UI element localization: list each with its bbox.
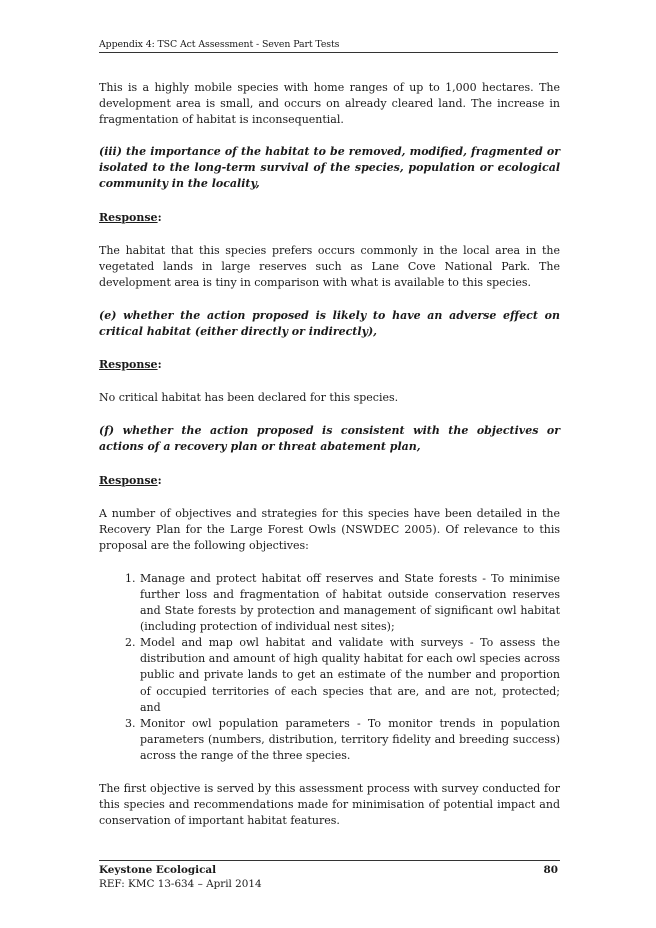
footer-reference: REF: KMC 13-634 – April 2014 xyxy=(99,878,262,890)
question-f: (f) whether the action proposed is consistent with the objectives or actions of a recovery plan or threat abatement plan, xyxy=(99,424,560,454)
running-header: Appendix 4: TSC Act Assessment - Seven Part Tests xyxy=(99,39,558,53)
page-body xyxy=(99,80,560,829)
footer-company: Keystone Ecological xyxy=(99,864,217,876)
response-label: Response xyxy=(99,210,158,224)
footer-divider xyxy=(99,860,560,861)
response-heading-1: Response: xyxy=(99,210,162,224)
paragraph-mobility: This is a highly mobile species with home ranges of up to 1,000 hectares. The development area is small, and occurs on already cleared land. The increase in fragmentation of habitat is inconsequential. xyxy=(99,81,560,127)
list-item: 2. Model and map owl habitat and validate with surveys - To assess the distribution and amount of high quality habitat for each owl species across public and private lands to get an estimate of the number and proportion of occupied territories of each species that are, and are not, protected; and xyxy=(139,635,560,715)
response-label: Response xyxy=(99,358,158,372)
paragraph-habitat: The habitat that this species prefers occurs commonly in the local area in the vegetated lands in large reserves such as Lane Cove National Park. The development area is tiny in comparison with what is available to this species. xyxy=(99,243,560,289)
paragraph-objectives-intro: A number of objectives and strategies for this species have been detailed in the Recovery Plan for the Large Forest Owls (NSWDEC 2005). Of relevance to this proposal are the following objectives: xyxy=(99,506,560,552)
question-e: (e) whether the action proposed is likely to have an adverse effect on critical habitat (either directly or indirectly), xyxy=(99,308,560,339)
objectives-list xyxy=(99,571,560,764)
paragraph-conclusion: The first objective is served by this assessment process with survey conducted for this species and recommendations made for minimisation of potential impact and conservation of important habitat features. xyxy=(99,782,560,828)
list-item: 1. Manage and protect habitat off reserves and State forests - To minimise further loss and fragmentation of habitat outside conservation reserves and State forests by protection and management of significant owl habitat (including protection of individual nest sites); xyxy=(139,571,560,635)
list-item: 3. Monitor owl population parameters - To monitor trends in population parameters (numbers, distribution, territory fidelity and breeding success) across the range of the three species. xyxy=(139,716,560,764)
footer xyxy=(99,863,560,891)
page-number: 80 xyxy=(543,864,558,876)
paragraph-critical-habitat: No critical habitat has been declared for this species. xyxy=(99,391,399,405)
response-heading-2: Response: xyxy=(99,358,162,372)
question-iii: (iii) the importance of the habitat to be removed, modified, fragmented or isolated to the long-term survival of the species, population or ecological community in the locality, xyxy=(99,145,560,191)
response-heading-3: Response: xyxy=(99,473,162,487)
response-label: Response xyxy=(99,473,158,487)
